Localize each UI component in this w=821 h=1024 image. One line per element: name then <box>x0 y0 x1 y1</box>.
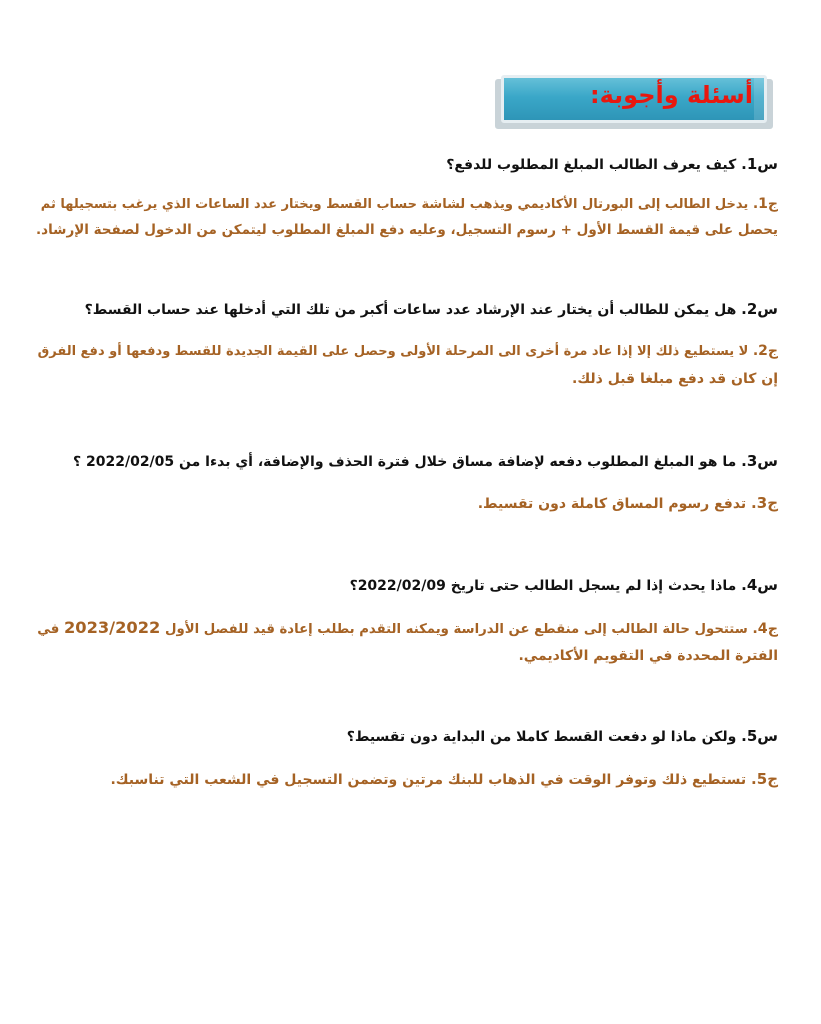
question-5-label: س5. <box>741 727 778 745</box>
question-1 <box>446 155 778 173</box>
answer-5-label: ج5. <box>751 770 778 788</box>
answer-4-line-2: الفترة المحددة في التقويم الأكاديمي. <box>518 648 778 664</box>
answer-2-text-1: لا يستطيع ذلك إلا إذا عاد مرة أخرى الى المرحلة الأولى وحصل على القيمة الجديدة للقسط ودفعها أو دفع الفرق <box>37 344 749 359</box>
answer-4-text-1-end: في <box>37 622 60 637</box>
page-title: أسئلة وأجوبة: <box>590 81 753 109</box>
question-2-text: هل يمكن للطالب أن يختار عند الإرشاد عدد ساعات أكبر من تلك التي أدخلها عند حساب القسط؟ <box>84 302 737 318</box>
question-4-text: ماذا يحدث إذا لم يسجل الطالب حتى تاريخ 2022/02/09؟ <box>349 578 737 594</box>
answer-3 <box>478 494 778 512</box>
answer-3-text: تدفع رسوم المساق كاملة دون تقسيط. <box>477 496 747 512</box>
answer-2-line-2: إن كان قد دفع مبلغا قبل ذلك. <box>572 371 778 387</box>
answer-4-label: ج4. <box>752 621 778 637</box>
question-5 <box>347 727 778 745</box>
question-5-text: ولكن ماذا لو دفعت القسط كاملا من البداية دون تقسيط؟ <box>346 729 737 745</box>
question-2-label: س2. <box>741 300 778 318</box>
answer-1-line-1 <box>41 196 778 212</box>
answer-1-line-2: يحصل على قيمة القسط الأول + رسوم التسجيل، وعليه دفع المبلغ المطلوب ليتمكن من الدخول لصفحة الإرشاد. <box>36 222 778 238</box>
answer-1-text-1: يدخل الطالب إلى البورتال الأكاديمي ويذهب لشاشة حساب القسط ويختار عدد الساعات الذي يرغب بتسجيلها ثم <box>40 197 749 212</box>
answer-3-label: ج3. <box>751 494 778 512</box>
answer-2-label: ج2. <box>752 343 778 359</box>
question-1-text: كيف يعرف الطالب المبلغ المطلوب للدفع؟ <box>446 157 737 173</box>
answer-1-label: ج1. <box>752 196 778 212</box>
question-4 <box>350 576 778 594</box>
question-3-text: ما هو المبلغ المطلوب دفعه لإضافة مساق خلال فترة الحذف والإضافة، أي بدءا من 2022/02/05 ؟ <box>73 454 737 470</box>
question-1-label: س1. <box>741 155 778 173</box>
question-2 <box>85 300 778 318</box>
answer-4-year: 2023/2022 <box>63 618 161 637</box>
question-4-label: س4. <box>741 576 778 594</box>
answer-4-text-1: ستتحول حالة الطالب إلى منقطع عن الدراسة ويمكنه التقدم بطلب إعادة قيد للفصل الأول <box>164 622 748 637</box>
answer-4-line-1 <box>37 618 778 637</box>
answer-5 <box>110 770 778 788</box>
answer-5-text: تستطيع ذلك وتوفر الوقت في الذهاب للبنك مرتين وتضمن التسجيل في الشعب التي تناسبك. <box>110 772 747 788</box>
question-3-label: س3. <box>741 452 778 470</box>
answer-2-line-1 <box>38 343 778 359</box>
title-banner <box>495 75 773 127</box>
question-3 <box>73 452 778 470</box>
